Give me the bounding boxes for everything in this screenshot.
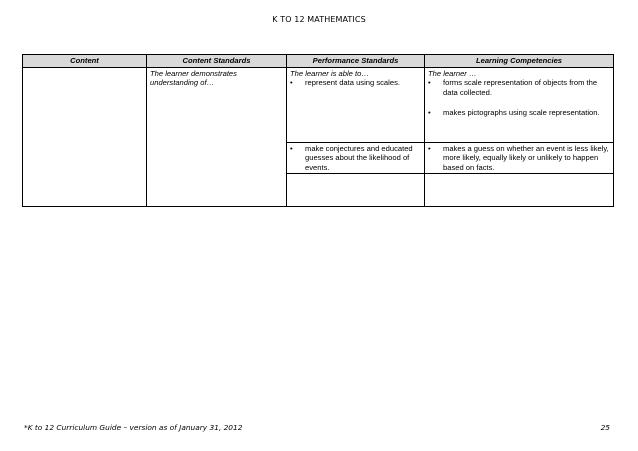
learning-competencies-cell (425, 67, 614, 142)
bullet-icon: • (428, 108, 431, 118)
list-item: • makes a guess on whether an event is less likely, more likely, equally likely or unlikely to happen based on facts. (428, 143, 609, 172)
competencies-list (428, 78, 610, 118)
column-header-content: Content (23, 55, 147, 68)
performance-list (290, 144, 421, 173)
column-header-performance-standards: Performance Standards (287, 55, 425, 68)
list-item: • forms scale representation of objects from the data collected. (428, 78, 598, 97)
table-row (23, 67, 614, 142)
curriculum-table (22, 54, 614, 207)
content-cell (23, 67, 147, 207)
performance-standards-cell (287, 174, 425, 207)
bullet-icon: • (290, 78, 293, 88)
page-header-title: K TO 12 MATHEMATICS (272, 15, 366, 24)
competencies-intro: The learner … (428, 68, 477, 78)
learning-competencies-cell (425, 174, 614, 207)
bullet-icon: • (428, 78, 431, 88)
performance-list (290, 78, 421, 88)
column-header-learning-competencies: Learning Competencies (425, 55, 614, 68)
table-header-row (23, 55, 614, 68)
bullet-icon: • (428, 143, 431, 153)
page-number: 25 (600, 423, 610, 432)
list-item: • makes pictographs using scale representation. (428, 108, 600, 118)
competencies-list (428, 144, 610, 173)
column-header-content-standards: Content Standards (147, 55, 287, 68)
performance-intro: The learner is able to… (290, 68, 369, 78)
learning-competencies-cell (425, 142, 614, 174)
content-standards-cell (147, 67, 287, 207)
list-item: • make conjectures and educated guesses about the likelihood of events. (290, 143, 413, 172)
performance-standards-cell (287, 142, 425, 174)
list-item: • represent data using scales. (290, 78, 400, 88)
bullet-icon: • (290, 143, 293, 153)
performance-standards-cell (287, 67, 425, 142)
footer-version-note: *K to 12 Curriculum Guide – version as of January 31, 2012 (24, 423, 243, 432)
content-standards-intro: The learner demonstrates understanding of… (150, 68, 237, 88)
